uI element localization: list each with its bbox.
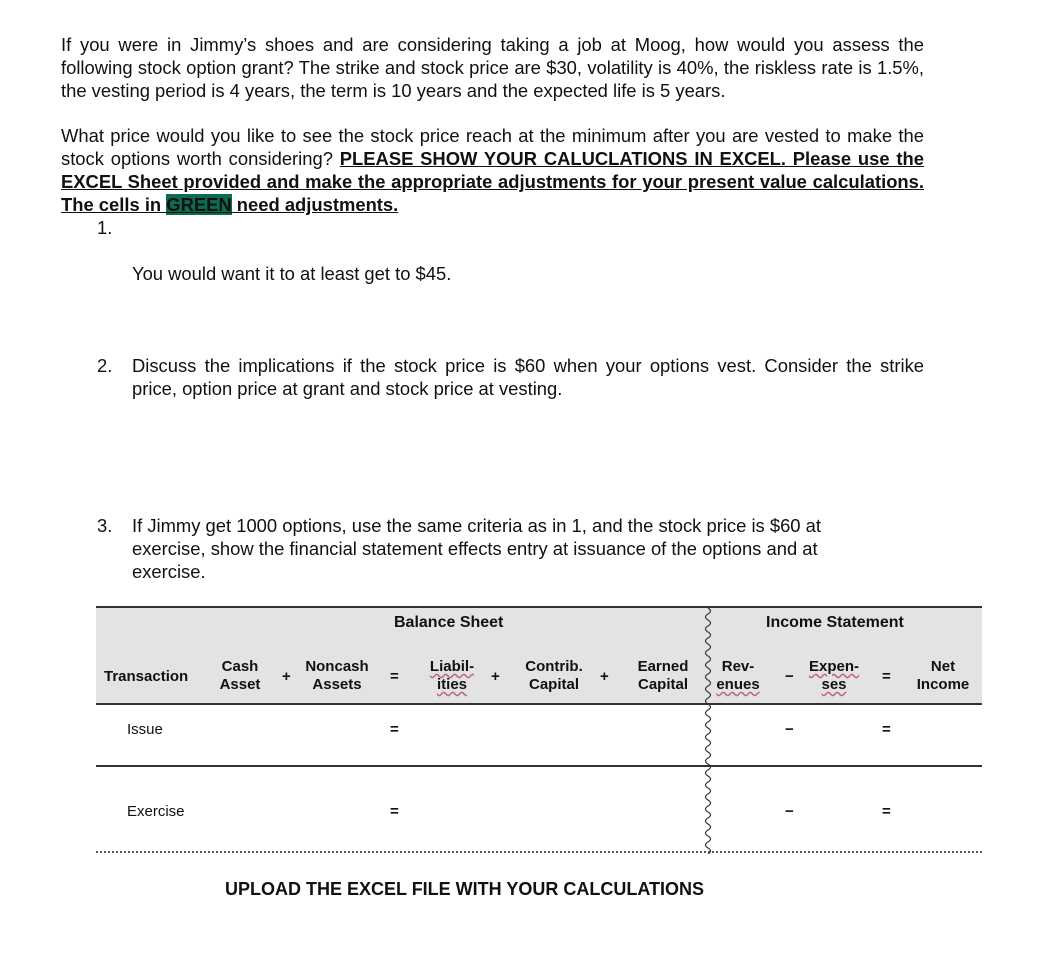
col-contrib-line2: Capital [528,676,579,693]
row-issue-equals-2: = [882,721,891,738]
col-earned-line1: Earned [637,658,689,675]
col-transaction: Transaction [104,668,189,685]
section-divider-wavy [700,608,716,854]
intro-paragraph: If you were in Jimmy’s shoes and are considering taking a job at Moog, how would you assess the following stock option grant? The strike and stock price are $30, volatility is 40%, the riskless rate is 1.5%, the vesting period is 4 years, the term is 10 years and the expected life is 5 years. [61,34,924,101]
balance-sheet-title: Balance Sheet [394,614,504,631]
col-rev-line1: Rev- [721,658,755,675]
col-cash-line1: Cash [221,658,259,675]
item-1-number: 1. [97,217,113,238]
header-rule [96,703,982,705]
op-plus-1: + [282,668,291,685]
main-question-text: What price would you like to see the stock price reach at the minimum after you are vested to make the stock options worth considering? [61,125,924,169]
op-equals-2: = [882,668,891,685]
col-net-line1: Net [930,658,956,675]
financial-statement-effects-table [96,606,982,856]
excel-instructions: PLEASE SHOW YOUR CALUCLATIONS IN EXCEL. Please use the EXCEL Sheet provided and make the appropriate adjustments for your present value calculations. The cells in [61,148,924,215]
row-exercise-equals-2: = [882,803,891,820]
item-3-text: If Jimmy get 1000 options, use the same criteria as in 1, and the stock price is $60 at exercise, show the financial statement effects entry at issuance of the options and at exercise. [132,515,821,582]
row-rule [96,765,982,767]
row-issue-minus: − [785,721,794,738]
row-exercise-minus: − [785,803,794,820]
green-highlight: GREEN [166,194,232,215]
row-label-issue: Issue [127,721,163,738]
row-exercise-equals-1: = [390,803,399,820]
col-liab-line1: Liabil- [429,658,475,675]
col-cash-line2: Asset [219,676,261,693]
row-label-exercise: Exercise [127,803,185,820]
col-liabilities [424,658,480,694]
col-cash-asset [215,658,265,694]
col-expenses [808,658,860,694]
main-question [61,124,924,216]
upload-instruction: UPLOAD THE EXCEL FILE WITH YOUR CALCULATIONS [225,879,705,899]
op-equals-1: = [390,668,399,685]
col-exp-line2: ses [821,676,847,693]
item-2-text: Discuss the implications if the stock price is $60 when your options vest. Consider the strike price, option price at grant and stock price at vesting. [132,355,924,399]
item-1-answer: You would want it to at least get to $45. [132,263,452,284]
col-contrib-capital [519,658,589,694]
income-statement-title: Income Statement [766,614,904,631]
col-exp-line1: Expen- [808,658,859,675]
op-minus-1: − [785,668,794,685]
col-noncash-line2: Assets [312,676,362,693]
col-contrib-line1: Contrib. [525,658,583,675]
col-earned-capital [632,658,694,694]
col-net-line2: Income [916,676,970,693]
bottom-rule [96,851,982,853]
col-net-income [913,658,973,694]
col-noncash-line1: Noncash [305,658,369,675]
row-issue-equals-1: = [390,721,399,738]
item-3-number: 3. [97,515,113,536]
col-rev-line2: enues [716,676,760,693]
col-revenues [716,658,760,694]
op-plus-2: + [491,668,500,685]
excel-instructions-end: need adjustments. [231,194,399,215]
op-plus-3: + [600,668,609,685]
col-liab-line2: ities [436,676,467,693]
col-earned-line2: Capital [637,676,688,693]
col-noncash-assets [300,658,374,694]
item-2-number: 2. [97,355,113,376]
